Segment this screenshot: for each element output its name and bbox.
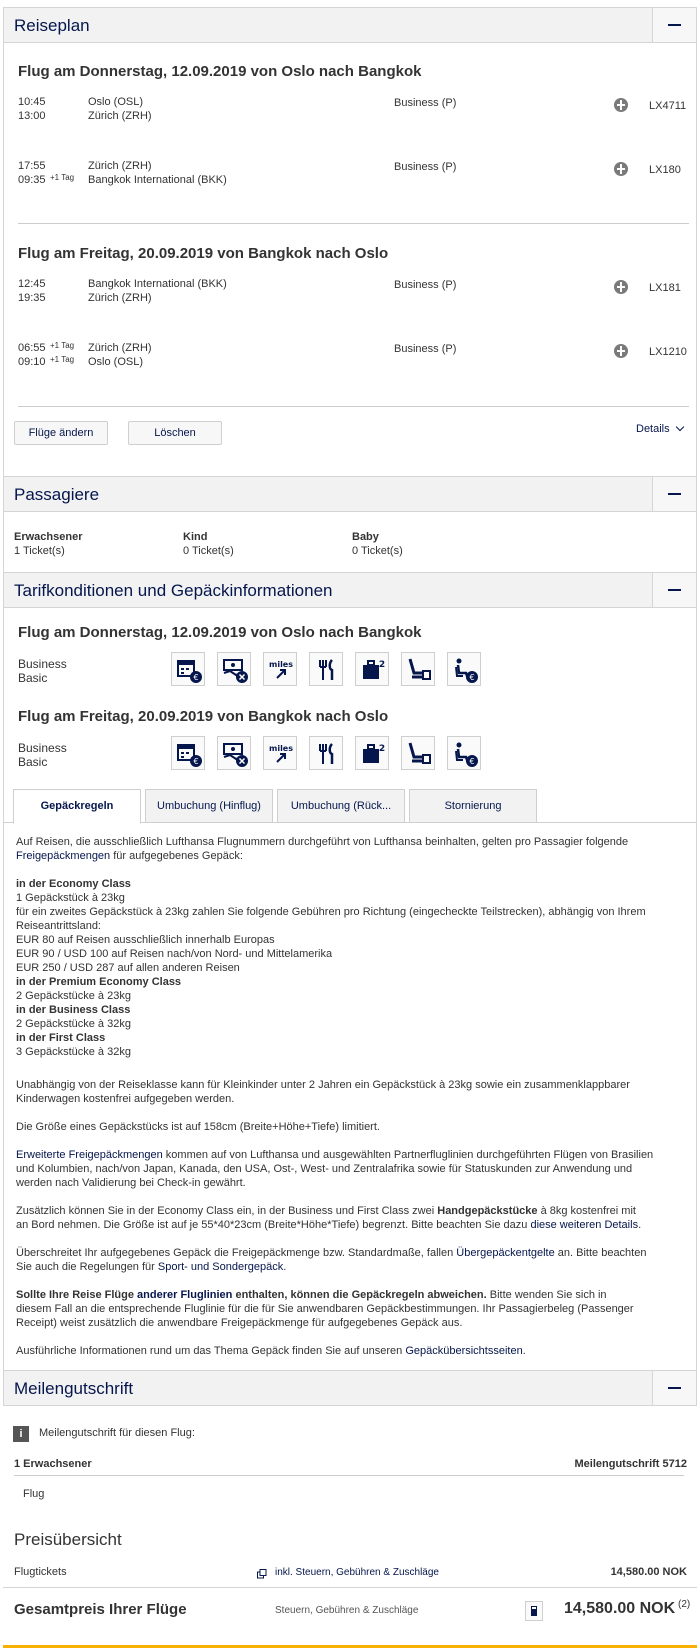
economy-heading: in der Economy Class	[16, 878, 131, 890]
baggage-intro-line: Auf Reisen, die ausschließlich Lufthansa Flugnummern durchgeführt von Lufthansa beinhalten, gelten pro Passagier folgende	[16, 836, 629, 848]
flight-number: LX1210	[649, 346, 687, 358]
arrival-airport: Zürich (ZRH)	[88, 292, 152, 304]
fare-type: Basic	[18, 671, 48, 685]
other-airlines-link[interactable]: anderer Fluglinien	[137, 1289, 233, 1301]
baggage-icon[interactable]	[355, 652, 389, 686]
passagiere-header[interactable]	[3, 476, 697, 512]
total-price: 14,580.00 NOK	[564, 1600, 676, 1617]
refund-cancel-icon[interactable]	[217, 652, 251, 686]
size-rule: Die Größe eines Gepäckstücks ist auf 158cm (Breite+Höhe+Tiefe) limitiert.	[16, 1121, 380, 1133]
tickets-label: Flugtickets	[14, 1566, 67, 1578]
divider	[18, 223, 689, 224]
seat-reservation-icon[interactable]	[401, 652, 435, 686]
rule-line: Kinderwagen kostenfrei aufgegeben werden.	[16, 1093, 235, 1105]
text: enthalten, können die Gepäckregeln abweichen.	[232, 1289, 487, 1301]
text: Sie auch die Regelungen für	[16, 1261, 158, 1273]
meal-icon[interactable]	[309, 736, 343, 770]
refund-cancel-icon[interactable]	[217, 736, 251, 770]
child-count: 0 Ticket(s)	[183, 545, 234, 557]
next-day-badge: +1 Tag	[50, 341, 75, 350]
arrival-airport: Zürich (ZRH)	[88, 110, 152, 122]
tab-umbuchung-hinflug[interactable]: Umbuchung (Hinflug)	[145, 789, 273, 823]
more-info	[16, 1344, 686, 1358]
tab-stornierung[interactable]: Stornierung	[409, 789, 537, 823]
return-fare-icons	[4, 736, 694, 772]
fare-cabin: Business	[18, 657, 67, 671]
details-label: Details	[636, 423, 670, 435]
text: an. Bitte beachten	[554, 1247, 647, 1259]
info-icon: i	[13, 1426, 29, 1442]
svg-text:€: €	[193, 757, 199, 766]
tarif-collapse-button[interactable]	[652, 573, 696, 607]
rule-line: 2 Gepäckstücke à 32kg	[16, 1018, 131, 1030]
lounge-fee-icon[interactable]	[447, 652, 481, 686]
text: kommen auf von Lufthansa und ausgewählten Partnerfluglinien durchgeführten Flügen von Brasilien	[162, 1149, 654, 1161]
rule-line	[16, 1204, 686, 1218]
change-flights-button[interactable]: Flüge ändern	[14, 421, 108, 445]
calendar-fee-icon[interactable]	[171, 736, 205, 770]
departure-time: 10:45	[18, 96, 46, 108]
airplane-icon	[614, 280, 628, 294]
svg-text:€: €	[469, 673, 475, 682]
sport-baggage-link[interactable]: Sport- und Sondergepäck	[157, 1261, 284, 1273]
text: .	[283, 1261, 287, 1273]
adult-label: Erwachsener	[14, 531, 83, 543]
passagiere-panel	[3, 512, 697, 572]
booking-class: Business (P)	[394, 343, 457, 355]
return-fare-title: Flug am Freitag, 20.09.2019 von Bangkok nach Oslo	[18, 708, 389, 725]
infant-rule	[16, 1078, 686, 1106]
fare-cabin: Business	[18, 741, 67, 755]
text: Sollte Ihre Reise Flüge	[16, 1289, 138, 1301]
baggage-intro	[16, 835, 686, 863]
svg-text:miles: miles	[268, 660, 294, 669]
popup-icon[interactable]	[257, 1568, 267, 1578]
baby-label: Baby	[352, 531, 379, 543]
delete-button[interactable]: Löschen	[128, 421, 222, 445]
svg-text:2: 2	[378, 660, 386, 670]
departure-airport: Bangkok International (BKK)	[88, 278, 227, 290]
rule-line: werden nach Validierung bei Check-in gewährt.	[16, 1177, 246, 1189]
meilen-title: Meilengutschrift	[14, 1379, 134, 1398]
flight-number: LX181	[649, 282, 681, 294]
outbound-fare-title: Flug am Donnerstag, 12.09.2019 von Oslo nach Bangkok	[18, 624, 422, 641]
rule-line	[16, 1288, 686, 1302]
airplane-icon	[614, 344, 628, 358]
accent-bar	[3, 1645, 697, 1648]
departure-airport: Oslo (OSL)	[88, 96, 144, 108]
calculator-icon[interactable]	[525, 1601, 543, 1621]
chevron-down-icon	[675, 423, 683, 431]
text: .	[638, 1219, 642, 1231]
tarif-header[interactable]	[3, 572, 697, 608]
hand-baggage-rule	[16, 1204, 686, 1232]
svg-text:€: €	[193, 673, 199, 682]
booking-class: Business (P)	[394, 279, 457, 291]
miles-flight-label: Flug	[23, 1488, 45, 1500]
excess-baggage-rule	[16, 1246, 686, 1274]
outbound-fare-icons	[4, 652, 694, 688]
booking-class: Business (P)	[394, 161, 457, 173]
departure-airport: Zürich (ZRH)	[88, 342, 152, 354]
meilen-panel	[3, 1406, 697, 1649]
text: à 8kg kostenfrei mit	[537, 1205, 636, 1217]
arrival-airport: Oslo (OSL)	[88, 356, 144, 368]
meilen-collapse-button[interactable]	[652, 1371, 696, 1405]
details-link[interactable]	[636, 423, 683, 435]
reiseplan-header[interactable]	[3, 7, 697, 43]
rule-line: Unabhängig von der Reiseklasse kann für Kleinkinder unter 2 Jahren ein Gepäckstück à 23kg sowie ein zusammenklappbarer	[16, 1079, 630, 1091]
text: für aufgegebenes Gepäck:	[110, 850, 243, 862]
miles-info-text: Meilengutschrift für diesen Flug:	[39, 1427, 195, 1439]
adult-count: 1 Ticket(s)	[14, 545, 65, 557]
minus-icon	[668, 1387, 681, 1389]
extended-baggage-link[interactable]: Erweiterte Freigepäckmengen	[16, 1149, 163, 1161]
arrival-time: 19:35	[18, 292, 46, 304]
business-heading: in der Business Class	[16, 1004, 131, 1016]
minus-icon	[668, 589, 681, 591]
airplane-icon	[614, 98, 628, 112]
departure-airport: Zürich (ZRH)	[88, 160, 152, 172]
tab-gepaeckregeln[interactable]: Gepäckregeln	[13, 789, 141, 824]
tickets-price: 14,580.00 NOK	[610, 1566, 687, 1578]
flight-number: LX180	[649, 164, 681, 176]
miles-icon[interactable]	[263, 736, 297, 770]
departure-time: 12:45	[18, 278, 46, 290]
segment-outbound-1	[18, 96, 688, 130]
total-price-note: (2)	[678, 1599, 691, 1610]
text: Bitte wenden Sie sich in	[486, 1289, 607, 1301]
free-baggage-link[interactable]: Freigepäckmengen	[16, 850, 111, 862]
svg-text:€: €	[469, 757, 475, 766]
arrival-time: 09:10	[18, 356, 46, 368]
text: Handgepäckstücke	[437, 1205, 538, 1217]
rule-line	[16, 1246, 686, 1260]
excess-baggage-link[interactable]: Übergepäckentgelte	[456, 1247, 555, 1259]
rule-line: 1 Gepäckstück à 23kg	[16, 892, 125, 904]
price-overview-title: Preisübersicht	[14, 1530, 122, 1549]
next-day-badge: +1 Tag	[50, 173, 75, 182]
tarif-title: Tarifkonditionen und Gepäckinformationen	[14, 581, 333, 600]
miles-passenger: 1 Erwachsener	[14, 1458, 92, 1470]
extended-rule	[16, 1148, 686, 1190]
booking-class: Business (P)	[394, 97, 457, 109]
divider	[18, 406, 689, 407]
reiseplan-panel	[3, 43, 697, 476]
baggage-icon[interactable]	[355, 736, 389, 770]
rule-line: Reiseantrittsland:	[16, 920, 101, 932]
arrival-time: 13:00	[18, 110, 46, 122]
text: .	[522, 1345, 526, 1357]
more-details-link[interactable]: diese weiteren Details	[530, 1219, 639, 1231]
rule-line: 2 Gepäckstücke à 23kg	[16, 990, 131, 1002]
rule-line: EUR 90 / USD 100 auf Reisen nach/von Nord- und Mittelamerika	[16, 948, 333, 960]
rule-line	[16, 1148, 686, 1162]
segment-return-1	[18, 278, 688, 312]
flight-number: LX4711	[649, 100, 687, 112]
departure-time: 17:55	[18, 160, 46, 172]
svg-text:2: 2	[378, 744, 386, 754]
minus-icon	[668, 24, 681, 26]
svg-text:miles: miles	[268, 744, 294, 753]
fare-type: Basic	[18, 755, 48, 769]
text: Zusätzlich können Sie in der Economy Class ein, in der Business und First Class zwei	[16, 1205, 438, 1217]
reiseplan-collapse-button[interactable]	[652, 8, 696, 42]
arrival-airport: Bangkok International (BKK)	[88, 174, 227, 186]
meilen-header[interactable]	[3, 1370, 697, 1406]
text: Ausführliche Informationen rund um das Thema Gepäck finden Sie auf unseren	[16, 1345, 406, 1357]
first-heading: in der First Class	[16, 1032, 106, 1044]
reiseplan-title: Reiseplan	[14, 16, 90, 35]
economy-rules	[16, 877, 686, 1059]
departure-time: 06:55	[18, 342, 46, 354]
rule-line: 3 Gepäckstücke à 32kg	[16, 1046, 131, 1058]
total-tax-info: Steuern, Gebühren & Zuschläge	[275, 1605, 419, 1616]
rule-line	[16, 1260, 686, 1274]
rule-line: Receipt) weist zusätzlich die anwendbare Freigepäckmenge für aufgegebenes Gepäck aus.	[16, 1317, 463, 1329]
outbound-flight-title: Flug am Donnerstag, 12.09.2019 von Oslo nach Bangkok	[18, 63, 422, 80]
tab-umbuchung-rueckflug[interactable]: Umbuchung (Rück...	[277, 789, 405, 823]
baggage-intro-line	[16, 849, 686, 863]
text: Überschreitet Ihr aufgegebenes Gepäck die Freigepäckmenge bzw. Standardmaße, fallen	[16, 1247, 457, 1259]
passagiere-collapse-button[interactable]	[652, 477, 696, 511]
total-row	[3, 1588, 697, 1644]
divider	[14, 1475, 684, 1476]
lounge-fee-icon[interactable]	[447, 736, 481, 770]
baby-count: 0 Ticket(s)	[352, 545, 403, 557]
rule-line: EUR 80 auf Reisen ausschließlich innerhalb Europas	[16, 934, 275, 946]
arrival-time: 09:35	[18, 174, 46, 186]
miles-icon[interactable]	[263, 652, 297, 686]
other-airlines-rule	[16, 1288, 686, 1330]
child-label: Kind	[183, 531, 208, 543]
meal-icon[interactable]	[309, 652, 343, 686]
text: an Bord nehmen. Die Größe ist auf je 55*40*23cm (Breite*Höhe*Tiefe) begrenzt. Bitte beachten Sie dazu	[16, 1219, 531, 1231]
rule-line	[16, 1218, 686, 1232]
premium-heading: in der Premium Economy Class	[16, 976, 182, 988]
seat-reservation-icon[interactable]	[401, 736, 435, 770]
passagiere-title: Passagiere	[14, 485, 100, 504]
next-day-badge: +1 Tag	[50, 355, 75, 364]
rule-line: und Kolumbien, nach/von Japan, Kanada, den USA, Ost-, West- und Zentralafrika sowie für Statuskunden zur Anwendung und	[16, 1163, 633, 1175]
segment-return-2	[18, 342, 688, 376]
minus-icon	[668, 493, 681, 495]
calendar-fee-icon[interactable]	[171, 652, 205, 686]
rule-line: EUR 250 / USD 287 auf allen anderen Reisen	[16, 962, 240, 974]
segment-outbound-2	[18, 160, 688, 194]
return-flight-title: Flug am Freitag, 20.09.2019 von Bangkok nach Oslo	[18, 245, 389, 262]
rule-line: für ein zweites Gepäckstück à 23kg zahlen Sie folgende Gebühren pro Richtung (eingecheckte Teilstrecken), abhängig von Ihrem	[16, 906, 646, 918]
total-label: Gesamtpreis Ihrer Flüge	[14, 1601, 187, 1618]
airplane-icon	[614, 162, 628, 176]
miles-credit-value: Meilengutschrift 5712	[574, 1458, 687, 1470]
rule-line: diesem Fall an die entsprechende Fluglinie für die für Sie anwendbaren Gepäckbestimmungen. Ihr Passagierbeleg (Passenger	[16, 1303, 634, 1315]
baggage-overview-link[interactable]: Gepäckübersichtsseiten	[405, 1345, 523, 1357]
tickets-tax-info-link[interactable]: inkl. Steuern, Gebühren & Zuschläge	[275, 1567, 439, 1578]
